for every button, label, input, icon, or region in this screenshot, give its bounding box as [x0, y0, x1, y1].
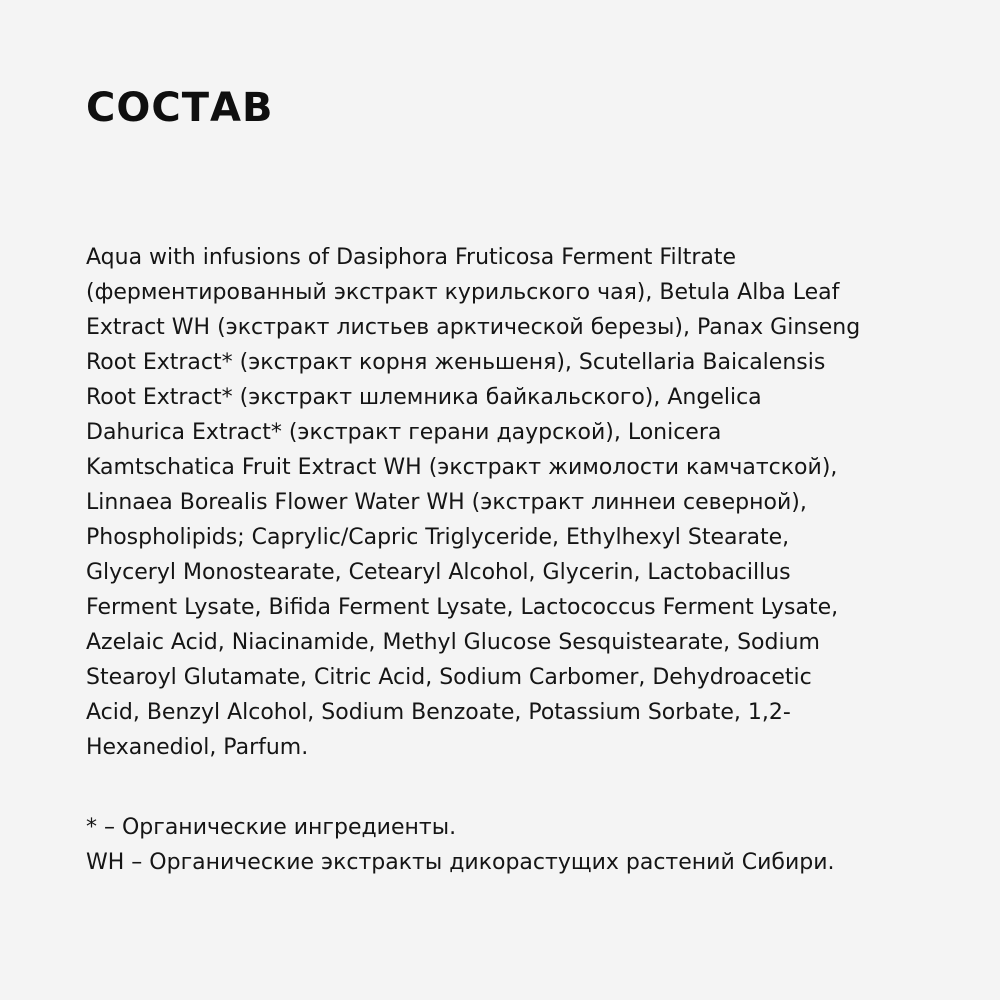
organic-footnote: * – Органические ингредиенты.	[86, 815, 457, 840]
wild-harvest-footnote: WH – Органические экстракты дикорастущих растений Сибири.	[86, 850, 835, 875]
ingredients-line-3: Extract WH (экстракт листьев арктической березы), Panax Ginseng	[86, 315, 861, 340]
ingredients-line-9: Phospholipids; Caprylic/Capric Triglyceride, Ethylhexyl Stearate,	[86, 525, 790, 550]
ingredients-line-14: Acid, Benzyl Alcohol, Sodium Benzoate, Potassium Sorbate, 1,2-	[86, 700, 791, 725]
ingredients-line-6: Dahurica Extract* (экстракт герани даурской), Lonicera	[86, 420, 722, 445]
ingredients-line-11: Ferment Lysate, Bifida Ferment Lysate, Lactococcus Ferment Lysate,	[86, 595, 839, 620]
ingredients-line-8: Linnaea Borealis Flower Water WH (экстракт линнеи северной),	[86, 490, 807, 515]
ingredients-line-4: Root Extract* (экстракт корня женьшеня), Scutellaria Baicalensis	[86, 350, 826, 375]
ingredients-line-1: Aqua with infusions of Dasiphora Fruticosa Ferment Filtrate	[86, 245, 737, 270]
ingredients-line-5: Root Extract* (экстракт шлемника байкальского), Angelica	[86, 385, 762, 410]
page-title: СОСТАВ	[86, 85, 274, 131]
ingredients-line-7: Kamtschatica Fruit Extract WH (экстракт жимолости камчатской),	[86, 455, 838, 480]
ingredients-line-15: Hexanediol, Parfum.	[86, 735, 309, 760]
ingredients-list	[86, 240, 936, 765]
footnotes	[86, 810, 936, 880]
ingredients-line-13: Stearoyl Glutamate, Citric Acid, Sodium Carbomer, Dehydroacetic	[86, 665, 812, 690]
ingredients-line-10: Glyceryl Monostearate, Cetearyl Alcohol, Glycerin, Lactobacillus	[86, 560, 791, 585]
ingredients-line-12: Azelaic Acid, Niacinamide, Methyl Glucose Sesquistearate, Sodium	[86, 630, 820, 655]
ingredients-line-2: (ферментированный экстракт курильского чая), Betula Alba Leaf	[86, 280, 840, 305]
